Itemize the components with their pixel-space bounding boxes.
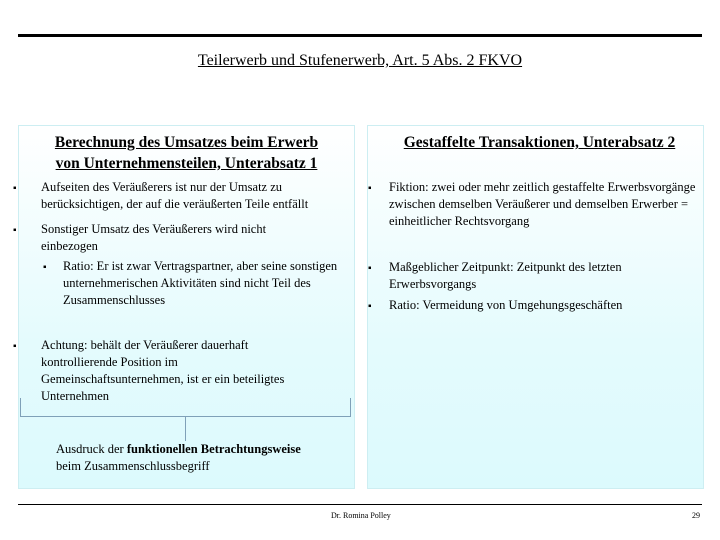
note-suffix: beim Zusammenschlussbegriff [56,459,210,473]
right-heading: Gestaffelte Transaktionen, Unterabsatz 2 [403,134,676,151]
bracket-stem [185,417,186,441]
list-item: Maßgeblicher Zeitpunkt: Zeitpunkt des letzten Erwerbsvorgangs [389,260,622,291]
bullet-icon: ▪ [13,341,17,352]
list-item: Aufseiten des Veräußerers ist nur der Umsatz zu berücksichtigen, der auf die veräußerten Teile entfällt [41,180,309,211]
left-heading [19,132,354,174]
bullet-icon: ▪ [368,183,372,194]
footer-author: Dr. Romina Polley [331,511,391,520]
bullet-icon: ▪ [43,262,47,273]
bullet-icon: ▪ [13,183,17,194]
note-bold: funktionellen Betrachtungsweise [126,442,301,456]
page-number: 29 [692,511,700,520]
left-heading-line1: Berechnung des Umsatzes beim Erwerb [54,134,319,151]
note-prefix: Ausdruck der [56,442,127,456]
top-rule [18,34,702,37]
list-item: Ratio: Vermeidung von Umgehungsgeschäften [389,298,623,312]
bracket [20,398,351,417]
right-panel [367,125,704,489]
bottom-rule [18,504,702,505]
sub-list-item: Ratio: Er ist zwar Vertragspartner, aber seine sonstigen unternehmerischen Aktivitäten sind nicht Teil des Zusammenschlusses [63,259,338,307]
bullet-icon: ▪ [13,225,17,236]
slide-title: Teilerwerb und Stufenerwerb, Art. 5 Abs. 2 FKVO [197,52,523,69]
note [56,441,351,475]
bullet-icon: ▪ [368,301,372,312]
left-heading-line2: von Unternehmensteilen, Unterabsatz 1 [55,155,318,172]
list-item: Fiktion: zwei oder mehr zeitlich gestaffelte Erwerbsvorgänge zwischen demselben Veräußerer und demselben Erwerber = einheitlicher Rechtsvorgang [389,180,696,228]
left-panel [13,125,355,489]
list-item: Sonstiger Umsatz des Veräußerers wird nicht einbezogen [41,222,267,253]
list-item: Achtung: behält der Veräußerer dauerhaft kontrollierende Position im Gemeinschaftsunternehmen, ist er ein beteiligtes Unternehmen [41,338,285,403]
bullet-icon: ▪ [368,263,372,274]
